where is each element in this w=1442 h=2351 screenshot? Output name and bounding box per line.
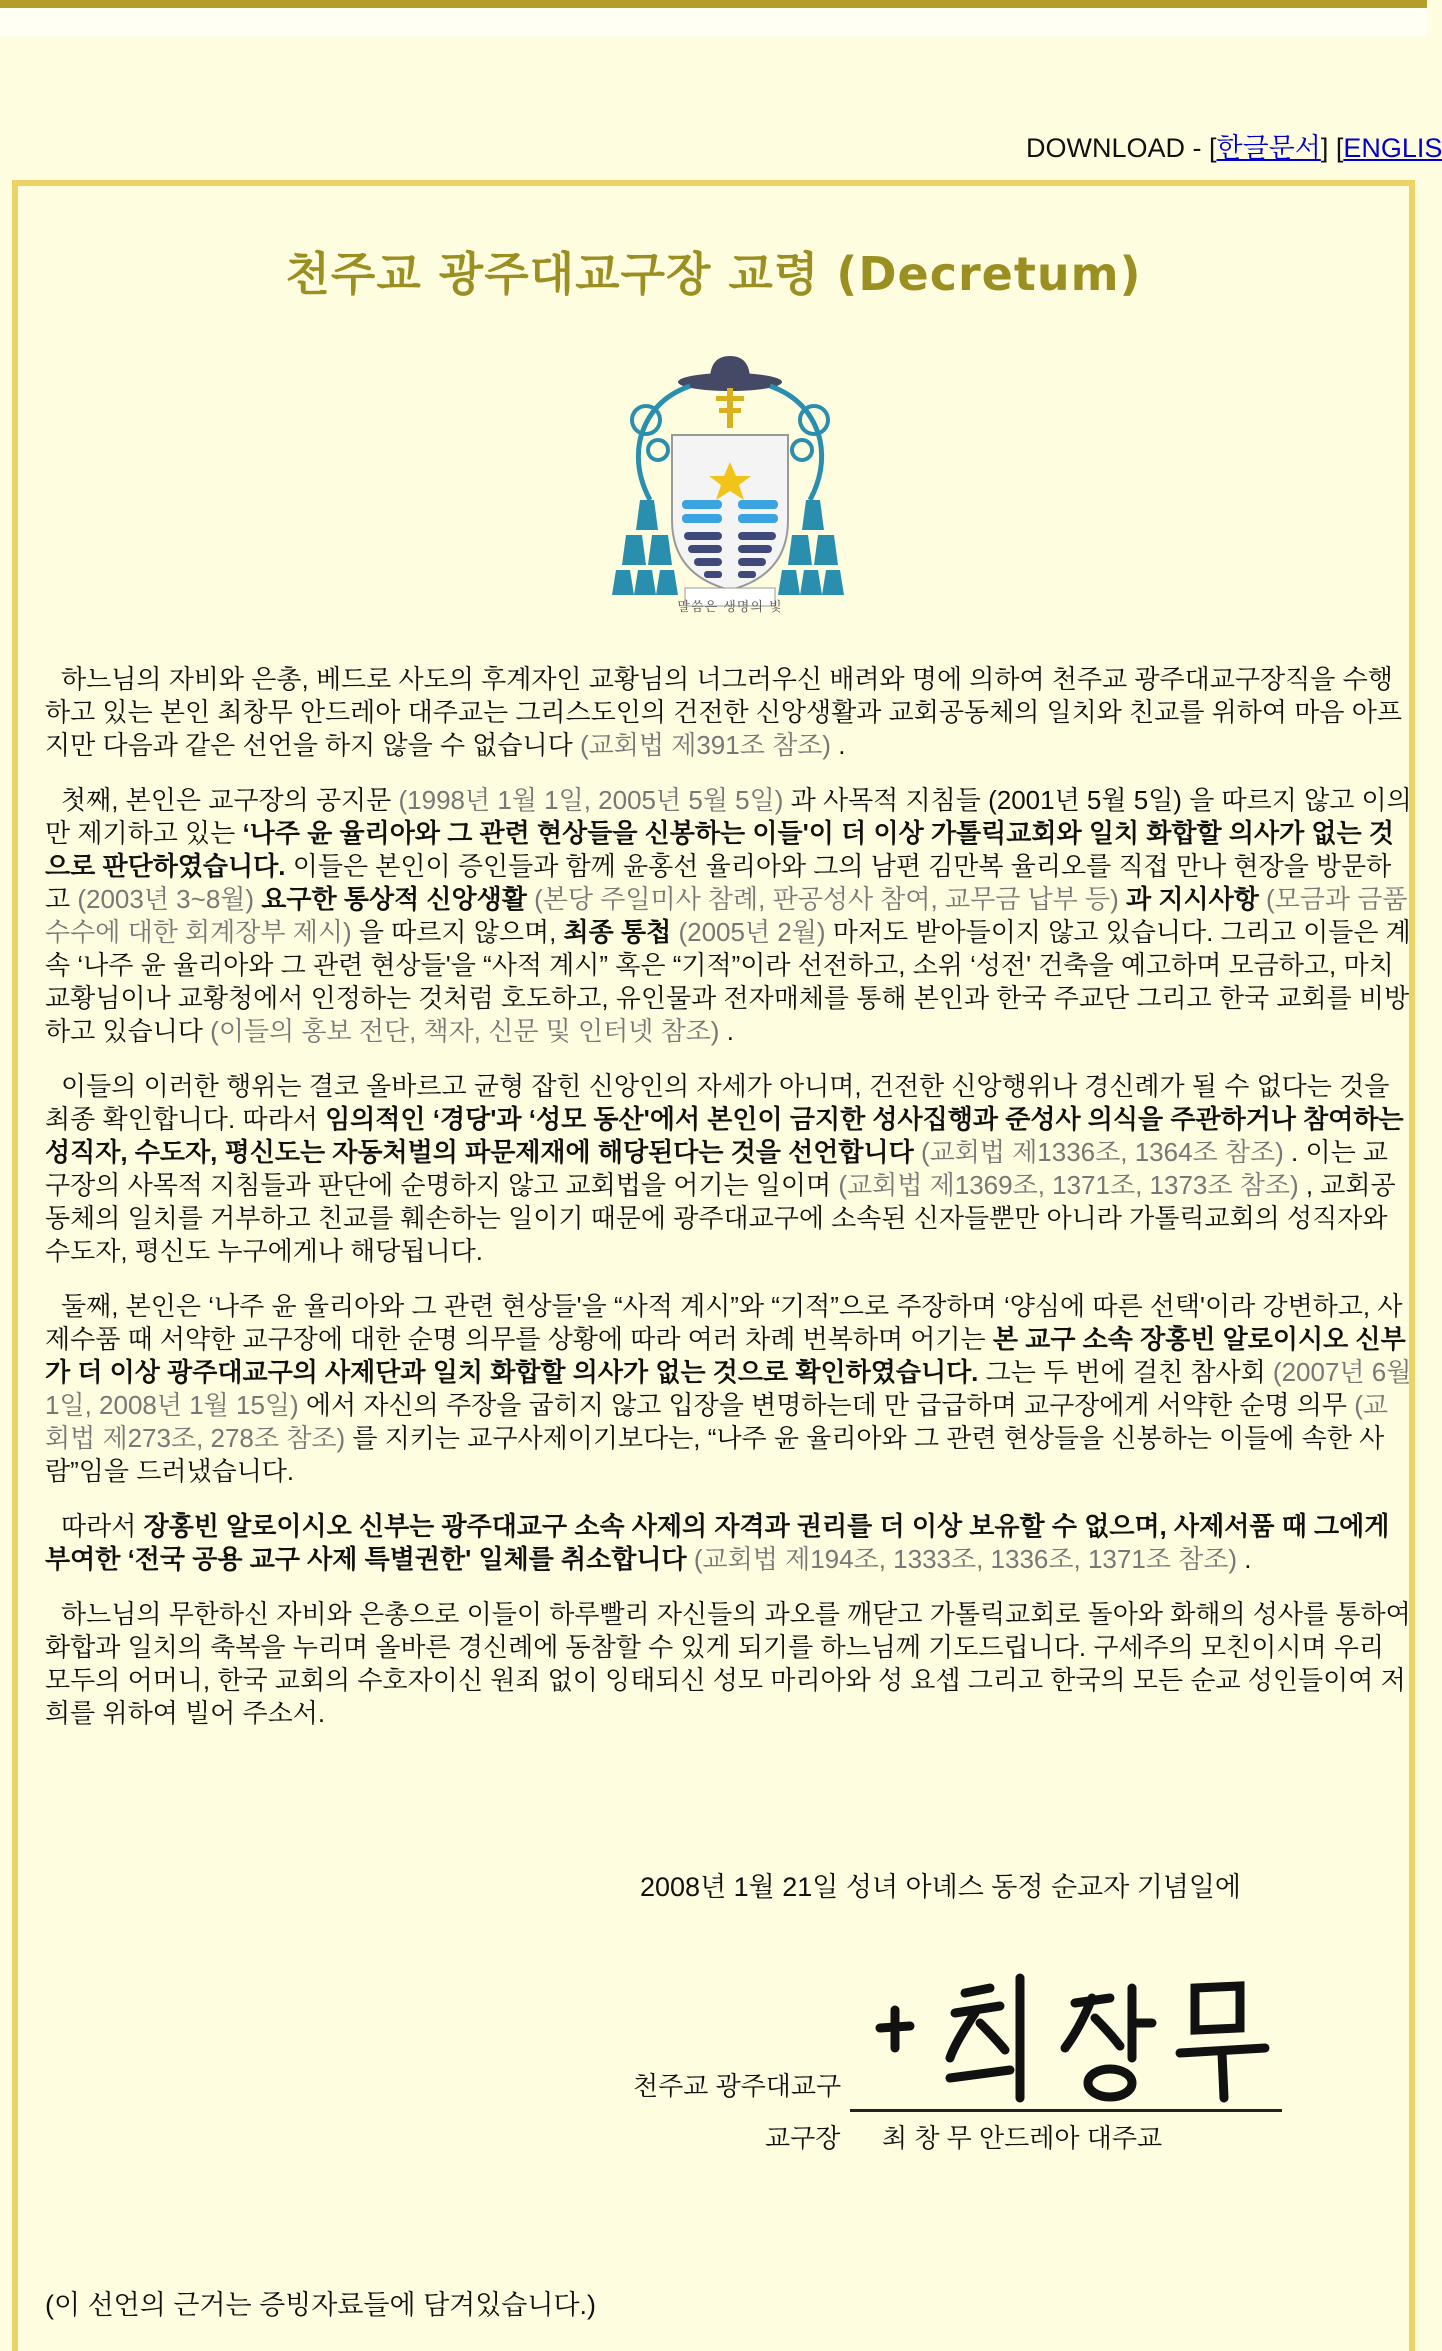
p5-text-1: 따라서 [61,1511,144,1541]
p3-bold-1: 임의적인 ‘경당'과 ‘성모 동산'에서 본인이 금지한 성사집행과 준성사 의식을 주관하거나 참여하는 성직자, 수도자, 평신도는 자동처벌의 파문제재에 해당된다는 것을 선언합니다 [45,1104,1404,1167]
page-title: 천주교 광주대교구장 교령 (Decretum) [285,247,1142,301]
download-separator: ] [ [1320,133,1344,163]
p2-text-2: 과 사목적 지침들 (2001년 5월 5일) 을 따르지 않고 이의만 제기하고 있는 [45,785,1412,848]
p3-text-1: 이들의 이러한 행위는 결코 올바르고 균형 잡힌 신앙인의 자세가 아니며, 건전한 신앙행위나 경신례가 될 수 없다는 것을 최종 확인합니다. 따라서 [45,1071,1390,1134]
download-prefix: DOWNLOAD - [ [1026,133,1217,163]
decree-date: 2008년 1월 21일 성녀 아녜스 동정 순교자 기념일에 [640,1872,1242,1902]
p1-reference: (교회법 제391조 참조) [580,730,831,760]
p3-text-2: . 이는 교구장의 사목적 지침들과 판단에 순명하지 않고 교회법을 어기는 일이며 [45,1137,1389,1200]
p2-text-1: 첫째, 본인은 교구장의 공지문 [61,785,399,815]
p2-date-ref-2: (2003년 3~8월) [77,884,255,914]
handwritten-signature [870,1968,1270,2108]
p2-bold-2: 요구한 통상적 신앙생활 [254,884,527,914]
paragraph-first [45,784,1413,1048]
p2-text-5: 마저도 받아들이지 않고 있습니다. 그리고 이들은 계속 ‘나주 윤 율리아와 그 관련 현상들'을 “사적 계시” 혹은 “기적”이라 선전하고, 소위 ‘성전' 건축을 예고하며 모금하고, 마치 교황님이나 교황청에서 인정하는 것처럼 호도하고, 유인물과 전자매체를 통해 본인과 한국 주교단 그리고 한국 교회를 비방하고 있습니다 [45,917,1411,1046]
english-document-link[interactable]: ENGLIS [1343,133,1442,163]
footnote: (이 선언의 근거는 증빙자료들에 담겨있습니다.) [45,2290,597,2320]
p2-ref-4: (모금과 금품 수수에 대한 회계장부 제시) [45,884,1408,947]
p5-ref-1: (교회법 제194조, 1333조, 1336조, 1371조 참조) [686,1544,1238,1574]
p1-end: . [830,730,846,760]
paragraph-declaration [45,1070,1413,1268]
paragraph-revocation [45,1510,1413,1576]
p2-bold-3: 과 지시사항 [1118,884,1259,914]
p5-end: . [1237,1544,1252,1574]
p2-end: . [719,1016,734,1046]
paragraph-prayer [45,1598,1413,1730]
coat-of-arms [610,350,850,630]
diocese-name: 천주교 광주대교구 [633,2071,842,2101]
paragraph-intro [45,663,1413,762]
signature-line [850,2109,1282,2112]
p5-bold-1: 장홍빈 알로이시오 신부는 광주대교구 소속 사제의 자격과 권리를 더 이상 보유할 수 없으며, 사제서품 때 그에게 부여한 ‘전국 공용 교구 사제 특별권한' 일체를 취소합니다 [45,1511,1390,1574]
p1-text: 하느님의 자비와 은총, 베드로 사도의 후계자인 교황님의 너그러우신 배려와 명에 의하여 천주교 광주대교구장직을 수행하고 있는 본인 최창무 안드레아 대주교는 그리스도인의 건전한 신앙생활과 교회공동체의 일치와 친교를 위하여 마음 아프지만 다음과 같은 선언을 하지 않을 수 없습니다 [45,664,1402,760]
p2-date-ref: (1998년 1월 1일, 2005년 5월 5일) [398,785,784,815]
p4-text-2: 그는 두 번에 걸친 참사회 [978,1357,1273,1387]
p2-ref-3: (본당 주일미사 참례, 판공성사 참여, 교무금 납부 등) [526,884,1119,914]
paragraph-second [45,1290,1413,1488]
korean-document-link[interactable]: 한글문서 [1216,133,1321,163]
p4-text-1: 둘째, 본인은 ‘나주 윤 율리아와 그 관련 현상들'을 “사적 계시”와 “기적”으로 주장하며 ‘양심에 따른 선택'이라 강변하고, 사제수품 때 서약한 교구장에 대한 순명 의무를 상황에 따라 여러 차례 번복하며 어기는 [45,1291,1403,1354]
top-border [0,0,1427,8]
signer-role: 교구장 [765,2123,841,2153]
p4-text-3: 에서 자신의 주장을 굽히지 않고 입장을 변명하는데 만 급급하며 교구장에게 서약한 순명 의무 [298,1390,1355,1420]
download-bar [1026,126,1442,165]
p4-text-4: 를 지키는 교구사제이기보다는, “나주 윤 율리아와 그 관련 현상들을 신봉하는 이들에 속한 사람”임을 드러냈습니다. [45,1423,1385,1486]
signer-name: 최 창 무 안드레아 대주교 [882,2123,1163,2153]
p4-ref-1: (2007년 6월 1일, 2008년 1월 15일) [45,1357,1412,1420]
p2-bold-1: ‘나주 윤 율리아와 그 관련 현상들을 신봉하는 이들'이 더 이상 가톨릭교회와 일치 화합할 의사가 없는 것으로 판단하였습니다. [45,818,1395,881]
p4-bold-1: 본 교구 소속 장홍빈 알로이시오 신부가 더 이상 광주대교구의 사제단과 일치 화합할 의사가 없는 것으로 확인하였습니다. [45,1324,1406,1387]
p2-text-3: 이들은 본인이 증인들과 함께 윤홍선 율리아와 그의 남편 김만복 율리오를 직접 만나 현장을 방문하고 [45,851,1392,914]
p2-ref-5: (2005년 2월) [671,917,826,947]
p2-bold-4: 최종 통첩 [563,917,672,947]
coat-of-arms-icon [610,350,850,610]
coat-of-arms-motto: 말씀은 생명의 빛 [677,600,783,615]
p6-text: 하느님의 무한하신 자비와 은총으로 이들이 하루빨리 자신들의 과오를 깨닫고 가톨릭교회로 돌아와 화해의 성사를 통하여 화합과 일치의 축복을 누리며 올바른 경신례에 동참할 수 있게 되기를 하느님께 기도드립니다. 구세주의 모친이시며 우리 모두의 어머니, 한국 교회의 수호자이신 원죄 없이 잉태되신 성모 마리아와 성 요셉 그리고 한국의 모든 순교 성인들이여 저희를 위하여 빌어 주소서. [45,1599,1411,1728]
top-strip [0,8,1427,36]
decree-body [45,663,1413,1752]
p3-ref-1: (교회법 제1336조, 1364조 참조) [913,1137,1284,1167]
p3-text-3: , 교회공동체의 일치를 거부하고 친교를 훼손하는 일이기 때문에 광주대교구에 소속된 신자들뿐만 아니라 가톨릭교회의 성직자와 수도자, 평신도 누구에게나 해당됩니다. [45,1170,1396,1266]
p2-text-4: 을 따르지 않으며, [351,917,564,947]
p3-ref-2: (교회법 제1369조, 1371조, 1373조 참조) [838,1170,1299,1200]
p2-ref-6: (이들의 홍보 전단, 책자, 신문 및 인터넷 참조) [210,1016,720,1046]
p4-ref-2: (교회법 제273조, 278조 참조) [45,1390,1389,1453]
